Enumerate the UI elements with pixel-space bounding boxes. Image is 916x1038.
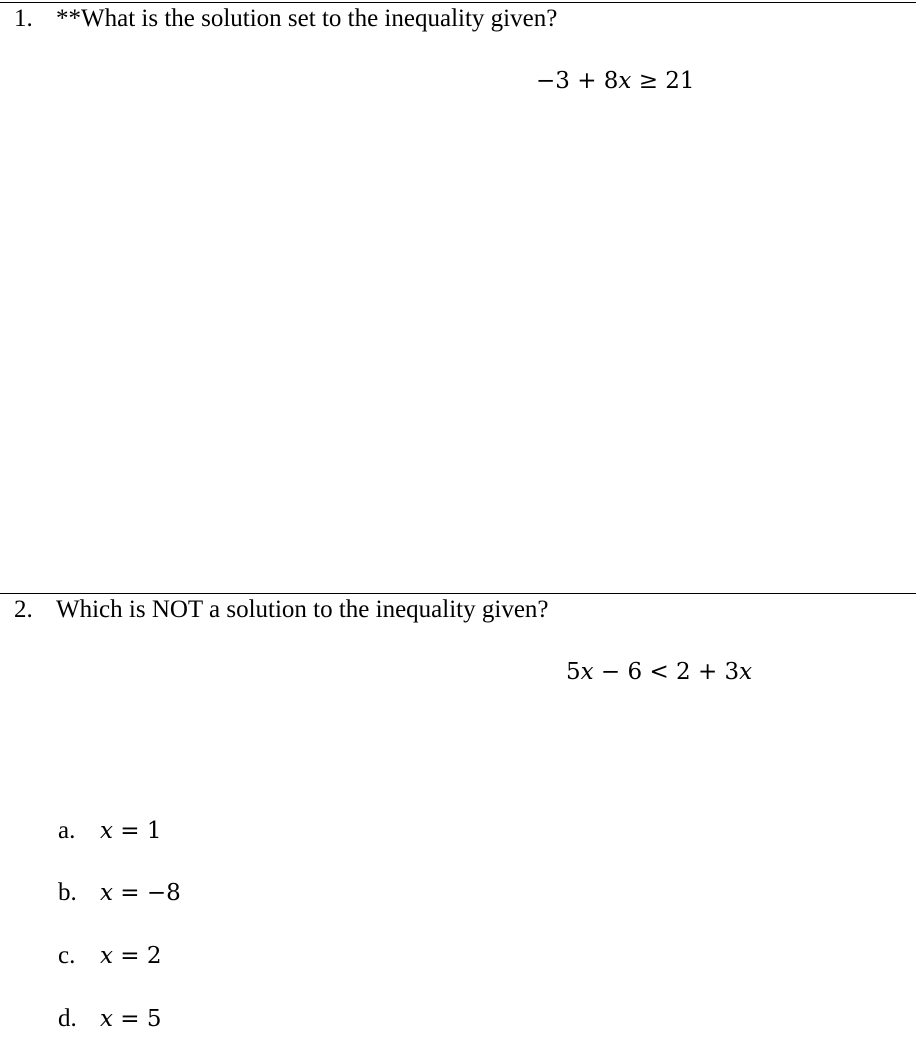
answer-choice-d[interactable] (58, 1004, 162, 1034)
choice-letter: a. (58, 817, 76, 844)
answer-choice-a[interactable] (58, 816, 162, 846)
choice-letter: b. (58, 879, 77, 906)
question-number: 2. (14, 596, 33, 623)
choice-letter: d. (58, 1005, 77, 1032)
top-divider (0, 2, 916, 3)
choice-value: 𝑥 = 2 (100, 943, 162, 969)
question-1 (14, 4, 557, 34)
answer-choice-c[interactable] (58, 941, 162, 971)
question-2 (14, 595, 549, 625)
question-prompt: Which is NOT a solution to the inequality given? (56, 596, 549, 623)
choice-value: 𝑥 = −8 (100, 880, 181, 906)
question-prompt: **What is the solution set to the inequality given? (56, 5, 558, 32)
choice-value: 𝑥 = 1 (100, 818, 162, 844)
question-number: 1. (14, 5, 33, 32)
choice-value: 𝑥 = 5 (100, 1006, 162, 1032)
question-1-equation: −3 + 8𝑥 ≥ 21 (536, 68, 695, 94)
choice-letter: c. (58, 942, 76, 969)
answer-choice-b[interactable] (58, 878, 181, 908)
question-divider (0, 593, 916, 594)
question-2-equation: 5𝑥 − 6 < 2 + 3𝑥 (566, 659, 753, 685)
